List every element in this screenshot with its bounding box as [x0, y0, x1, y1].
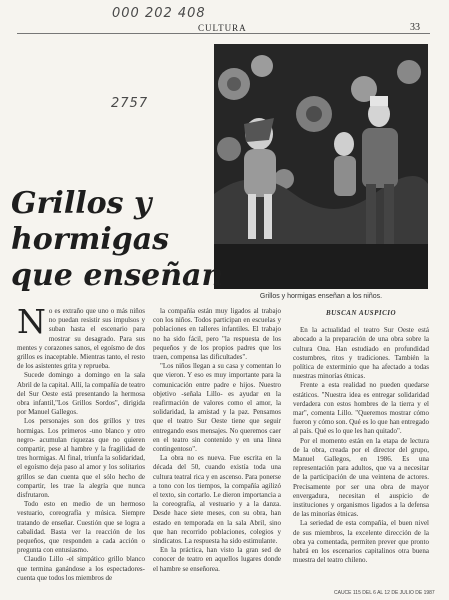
- stage-scene-illustration: [214, 44, 428, 289]
- article-column-3: [293, 307, 429, 565]
- handwritten-catalog-number: 000 202 408: [112, 6, 206, 21]
- paragraph: Por el momento están en la etapa de lectura de la obra, creada por el director del grupo, Manuel Gallegos, en 1986. Es una representación para adultos, que va a necesitar de la participación de una veintena de actores. Precisamente por ser una obra de mayor envergadura, necesitan el auspicio de instituciones y organismos ligados a la defensa de las minorías étnicas.: [293, 436, 429, 519]
- paragraph: Frente a esta realidad no pueden quedarse estáticos. "Nuestra idea es entregar solidaridad verdadera con estos hombres de la tierra y el mar", comenta Lillo. "Queremos mostrar cómo fueron y cómo son. Qué es lo que han entregado al país. Qué es lo que les han quitado".: [293, 381, 429, 436]
- paragraph: o es extraño que uno o más niños no puedan resistir sus impulsos y suban hasta el escenario para mostrar su desagrado. Para sus mentes y corazones sanos, el egoísmo de dos grillos es inaceptable. Mientras tanto, el resto de los asistentes grita y reprueba.: [17, 307, 145, 371]
- theater-photo: [214, 44, 428, 289]
- paragraph: Los personajes son dos grillos y tres hormigas. Los primeros -uno blanco y otro negro- acumulan riquezas que no quieren compartir, pese al hambre y la fragilidad de tres hormigas. Al final, triunfa la solidaridad, el egoísmo deja paso al amor y los solitarios grillos se dan cuenta que el sólo hecho de compartir, les trae la alegría que nunca disfrutaron.: [17, 417, 145, 500]
- article-column-2: [153, 307, 281, 574]
- publication-footer: CAUCE 115 DEL 6 AL 12 DE JULIO DE 1987: [334, 590, 435, 596]
- article-column-1: [17, 302, 145, 583]
- paragraph: Sucede domingo a domingo en la sala Abril de la capital. Allí, la compañía de teatro del Sur Oeste está presentando la hermosa obra infantil,"Los Grillos Sordos", dirigida por Manuel Gallegos.: [17, 371, 145, 417]
- section-label: CULTURA: [198, 23, 247, 33]
- paragraph: Todo esto en medio de un hermoso vestuario, coreografía y música. Siempre tratando de enseñar. Cuestión que se logra a cabalidad. Basta ver la reacción de los pequeños, que responden a cada acción o pregunta con entusiasmo.: [17, 500, 145, 555]
- drop-cap: N: [17, 302, 46, 341]
- headline: Grillos y hormigas que enseñan: [11, 186, 224, 293]
- handwritten-note: 2757: [111, 96, 149, 111]
- paragraph: La seriedad de esta compañía, el buen nivel de sus miembros, la excelente dirección de la obra ya comentada, permiten prever que pronto habrá en los escenarios capitalinos otra buena muestra del teatro chileno.: [293, 519, 429, 565]
- paragraph: "Los niños llegan a su casa y comentan lo que vieron. Y eso es muy importante para la comunicación entre padre e hijos. Nuestro objetivo -señala Lillo- es ayudar en la reafirmación de valores como el amor, la solidaridad, la amistad y la paz. Pensamos que el teatro Sur Oeste tiene que seguir entregando esos mensajes. No queremos caer en el teatro sin contenido y en una línea contingentoso".: [153, 362, 281, 454]
- paragraph: Claudio Lillo -el simpático grillo blanco que termina ganándose a los espectadores- cuenta que todos los miembros de: [17, 555, 145, 582]
- header-rule: [17, 33, 430, 34]
- paragraph: la compañía están muy ligados al trabajo con los niños. Todos participan en escuelas y poblaciones en talleres infantiles. El trabajo no ha sido fácil, pero "la respuesta de los pequeños y de los propios padres que los traen, compensa las dificultades".: [153, 307, 281, 362]
- paragraph: La obra no es nueva. Fue escrita en la década del 50, cuando existía toda una cultura teatral rica y en ascenso. Para ponerse a tono con los tiempos, la compañía agilizó el texto, sin cortarlo. Le dieron importancia a la coreografía, al vestuario y a la danza. Desde hace siete meses, con su obra, han estado en temporada en la sala Abril, sino que han recorrido poblaciones, colegios y sindicatos. La respuesta ha sido estimulante.: [153, 454, 281, 546]
- subheading: BUSCAN AUSPICIO: [325, 309, 397, 317]
- paragraph: En la actualidad el teatro Sur Oeste está abocado a la preparación de una obra sobre la cultura Ona. Han estudiado en profundidad costumbres, ritos y tradiciones. También la política de exterminio que ha afectado a todas nuestras minorías étnicas.: [293, 326, 429, 381]
- photo-caption: Grillos y hormigas enseñan a los niños.: [259, 293, 383, 300]
- page-number: 33: [410, 22, 420, 33]
- paragraph: En la práctica, han visto la gran sed de conocer de teatro en aquellos lugares donde el hambre se enseñorea.: [153, 546, 281, 573]
